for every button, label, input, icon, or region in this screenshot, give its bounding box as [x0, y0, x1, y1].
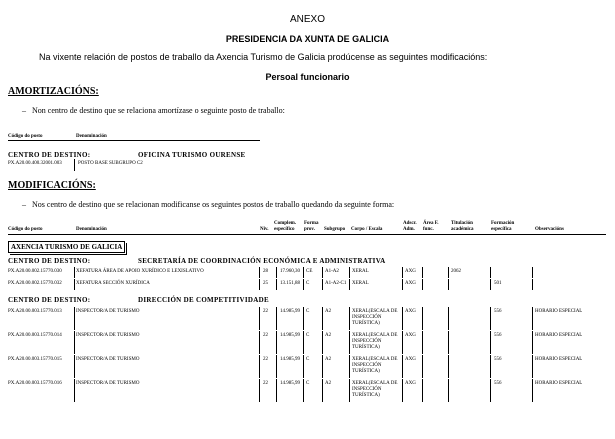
cell-corpo: XERAL(ESCALA DE INSPECCIÓN TURÍSTICA) [352, 309, 398, 326]
cell-divider [303, 307, 304, 330]
cell-divider [349, 355, 350, 378]
cell-code: PX.A20.00.002.15770.032 [8, 281, 62, 286]
cell-divider [422, 331, 423, 354]
cell-divider [532, 267, 533, 278]
cell-forma: CE [306, 269, 313, 274]
cell-nivel: 28 [263, 269, 268, 274]
cell-formacion: 556 [494, 381, 502, 386]
cell-divider [303, 331, 304, 354]
cell-code: PX.A20.00.003.15770.016 [8, 381, 62, 386]
amort-centre-name: OFICINA TURISMO OURENSE [138, 151, 246, 159]
cell-divider [74, 279, 75, 290]
entity-box: AXENCIA TURISMO DE GALICIA [8, 241, 125, 253]
cell-name: INSPECTOR/A DE TURISMO [76, 357, 140, 362]
cell-divider [276, 355, 277, 378]
cell-divider [532, 331, 533, 354]
cell-corpo: XERAL(ESCALA DE INSPECCIÓN TURÍSTICA) [352, 333, 398, 350]
cell-divider [276, 307, 277, 330]
cell-divider [448, 355, 449, 378]
cell-divider [448, 267, 449, 278]
cell-complemento: 14.985,99 [280, 357, 300, 362]
presidency-title: PRESIDENCIA DA XUNTA DE GALICIA [225, 34, 390, 44]
cell-forma: C [306, 333, 310, 338]
cell-divider [349, 267, 350, 278]
cell-nivel: 22 [263, 357, 268, 362]
cell-name: XEFATURA ÁREA DE APOIO XURÍDICO E LEXISLATIVO [76, 269, 204, 274]
cell-formacion: 556 [494, 309, 502, 314]
cell-divider [490, 307, 491, 330]
cell-divider [259, 267, 260, 278]
amortizations-description-text: Non centro de destino que se relaciona amortízase o seguinte posto de traballo: [32, 106, 285, 115]
cell-divider [422, 355, 423, 378]
cell-divider [303, 355, 304, 378]
cell-corpo: XERAL(ESCALA DE INSPECCIÓN TURÍSTICA) [352, 357, 398, 374]
cell-name: INSPECTOR/A DE TURISMO [76, 381, 140, 386]
cell-nivel: 22 [263, 381, 268, 386]
cell-divider [422, 267, 423, 278]
col-level: Niv. [260, 227, 269, 232]
cell-divider [259, 379, 260, 402]
cell-corpo: XERAL [352, 269, 369, 274]
modifications-description-text: Nos centro de destino que se relacionan modificanse os seguintes postos de traballo quedando da seguinte forma: [32, 200, 395, 209]
cell-divider [490, 379, 491, 402]
cell-adscr: AXG [405, 333, 416, 338]
cell-code: PX.A20.00.003.15770.014 [8, 333, 62, 338]
centre-1-name: SECRETARÍA DE COORDINACIÓN ECONÓMICA E ADMINISTRATIVA [138, 257, 386, 265]
cell-divider [259, 279, 260, 290]
cell-divider [422, 379, 423, 402]
cell-divider [490, 331, 491, 354]
cell-adscr: AXG [405, 357, 416, 362]
cell-divider [532, 355, 533, 378]
cell-divider [349, 379, 350, 402]
amort-header-rule [8, 140, 260, 141]
cell-complemento: 13.151,88 [280, 281, 300, 286]
centre-2-label: CENTRO DE DESTINO: [8, 296, 91, 304]
cell-nivel: 25 [263, 281, 268, 286]
cell-adscr: AXG [405, 281, 416, 286]
cell-divider [448, 307, 449, 330]
cell-divider [74, 307, 75, 330]
cell-adscr: AXG [405, 269, 416, 274]
cell-divider [276, 279, 277, 290]
cell-divider [322, 307, 323, 330]
centre-1-label: CENTRO DE DESTINO: [8, 257, 91, 265]
cell-divider [532, 279, 533, 290]
modifications-description: – Nos centro de destino que se relacionan modificanse os seguintes postos de traballo quedando da seguinte forma: [22, 200, 395, 209]
cell-forma: C [306, 381, 310, 386]
amort-row-name: POSTO BASE SUBGRUPO C2 [78, 161, 143, 166]
modifications-heading: MODIFICACIÓNS: [8, 180, 96, 191]
cell-forma: C [306, 309, 310, 314]
cell-observacions: HORARIO ESPECIAL [535, 381, 583, 386]
cell-divider [422, 279, 423, 290]
cell-divider [276, 331, 277, 354]
col-body-scale: Corpo / Escala [351, 227, 383, 232]
centre-2-name: DIRECCIÓN DE COMPETITIVIDADE [138, 296, 269, 304]
cell-formacion: 556 [494, 333, 502, 338]
cell-divider [322, 267, 323, 278]
cell-divider [303, 379, 304, 402]
cell-complemento: 14.985,99 [280, 333, 300, 338]
col-subgroup: Subgrupo [324, 227, 346, 232]
amortizations-heading: AMORTIZACIÓNS: [8, 86, 99, 97]
cell-divider [276, 267, 277, 278]
cell-code: PX.A20.00.002.15770.030 [8, 269, 62, 274]
cell-code: PX.A20.00.003.15770.015 [8, 357, 62, 362]
cell-divider [259, 331, 260, 354]
cell-titulacion: 2062 [451, 269, 461, 274]
cell-divider [322, 279, 323, 290]
cell-divider [349, 279, 350, 290]
col-degree: Titulación académica [451, 221, 474, 232]
amort-row-code: PX.A20.00.400.32001.003 [8, 161, 62, 166]
cell-divider [74, 355, 75, 378]
cell-subgrupo: A2 [325, 357, 332, 362]
amort-centre-label: CENTRO DE DESTINO: [8, 151, 91, 159]
cell-corpo: XERAL [352, 281, 369, 286]
col-complement: Complem. específico [274, 221, 297, 232]
amort-col-name: Denominación [76, 134, 107, 139]
cell-divider [349, 331, 350, 354]
cell-divider [490, 279, 491, 290]
col-code: Código do posto [8, 227, 43, 232]
cell-adscr: AXG [405, 309, 416, 314]
cell-divider [532, 379, 533, 402]
mod-header-rule [8, 234, 606, 235]
col-name: Denominación [76, 227, 107, 232]
col-observations: Observacións [535, 227, 564, 232]
cell-divider [448, 279, 449, 290]
cell-divider [448, 331, 449, 354]
staff-type-heading: Persoal funcionario [265, 72, 350, 82]
cell-subgrupo: A2 [325, 309, 332, 314]
cell-complemento: 14.985,99 [280, 381, 300, 386]
cell-divider [259, 307, 260, 330]
cell-divider [422, 307, 423, 330]
cell-divider [532, 307, 533, 330]
cell-divider [74, 267, 75, 278]
cell-name: INSPECTOR/A DE TURISMO [76, 333, 140, 338]
cell-divider [490, 355, 491, 378]
cell-forma: C [306, 357, 310, 362]
intro-paragraph: Na vixente relación de postos de traballo da Axencia Turismo de Galicia prodúcense as seguintes modificacións: [39, 52, 488, 62]
cell-divider [349, 307, 350, 330]
cell-complemento: 14.985,99 [280, 309, 300, 314]
cell-divider [74, 331, 75, 354]
col-provision: Forma prov. [304, 221, 319, 232]
col-area: Área F. func. [423, 221, 439, 232]
amort-row-divider [74, 159, 75, 171]
amort-col-code: Código do posto [8, 134, 43, 139]
cell-subgrupo: A1-A2-C1 [325, 281, 347, 286]
cell-adscr: AXG [405, 381, 416, 386]
cell-name: INSPECTOR/A DE TURISMO [76, 309, 140, 314]
cell-name: XEFATURA SECCIÓN XURÍDICA [76, 281, 150, 286]
cell-nivel: 22 [263, 333, 268, 338]
cell-corpo: XERAL(ESCALA DE INSPECCIÓN TURÍSTICA) [352, 381, 398, 398]
annex-title: ANEXO [289, 14, 325, 25]
cell-divider [276, 379, 277, 402]
cell-observacions: HORARIO ESPECIAL [535, 357, 583, 362]
cell-divider [322, 355, 323, 378]
cell-observacions: HORARIO ESPECIAL [535, 309, 583, 314]
cell-subgrupo: A2 [325, 381, 332, 386]
cell-divider [322, 331, 323, 354]
cell-divider [303, 267, 304, 278]
col-training: Formación específica [491, 221, 515, 232]
cell-complemento: 17.960,30 [280, 269, 300, 274]
col-adscription: Adscr. Adm. [403, 221, 417, 232]
cell-formacion: 501 [494, 281, 502, 286]
cell-forma: C [306, 281, 310, 286]
cell-divider [490, 267, 491, 278]
cell-subgrupo: A2 [325, 333, 332, 338]
cell-formacion: 556 [494, 357, 502, 362]
cell-divider [74, 379, 75, 402]
cell-observacions: HORARIO ESPECIAL [535, 333, 583, 338]
cell-divider [303, 279, 304, 290]
cell-code: PX.A20.00.003.15770.013 [8, 309, 62, 314]
amortizations-description: – Non centro de destino que se relaciona amortízase o seguinte posto de traballo: [22, 106, 285, 115]
cell-subgrupo: A1-A2 [325, 269, 339, 274]
cell-divider [322, 379, 323, 402]
cell-nivel: 22 [263, 309, 268, 314]
cell-divider [259, 355, 260, 378]
cell-divider [448, 379, 449, 402]
